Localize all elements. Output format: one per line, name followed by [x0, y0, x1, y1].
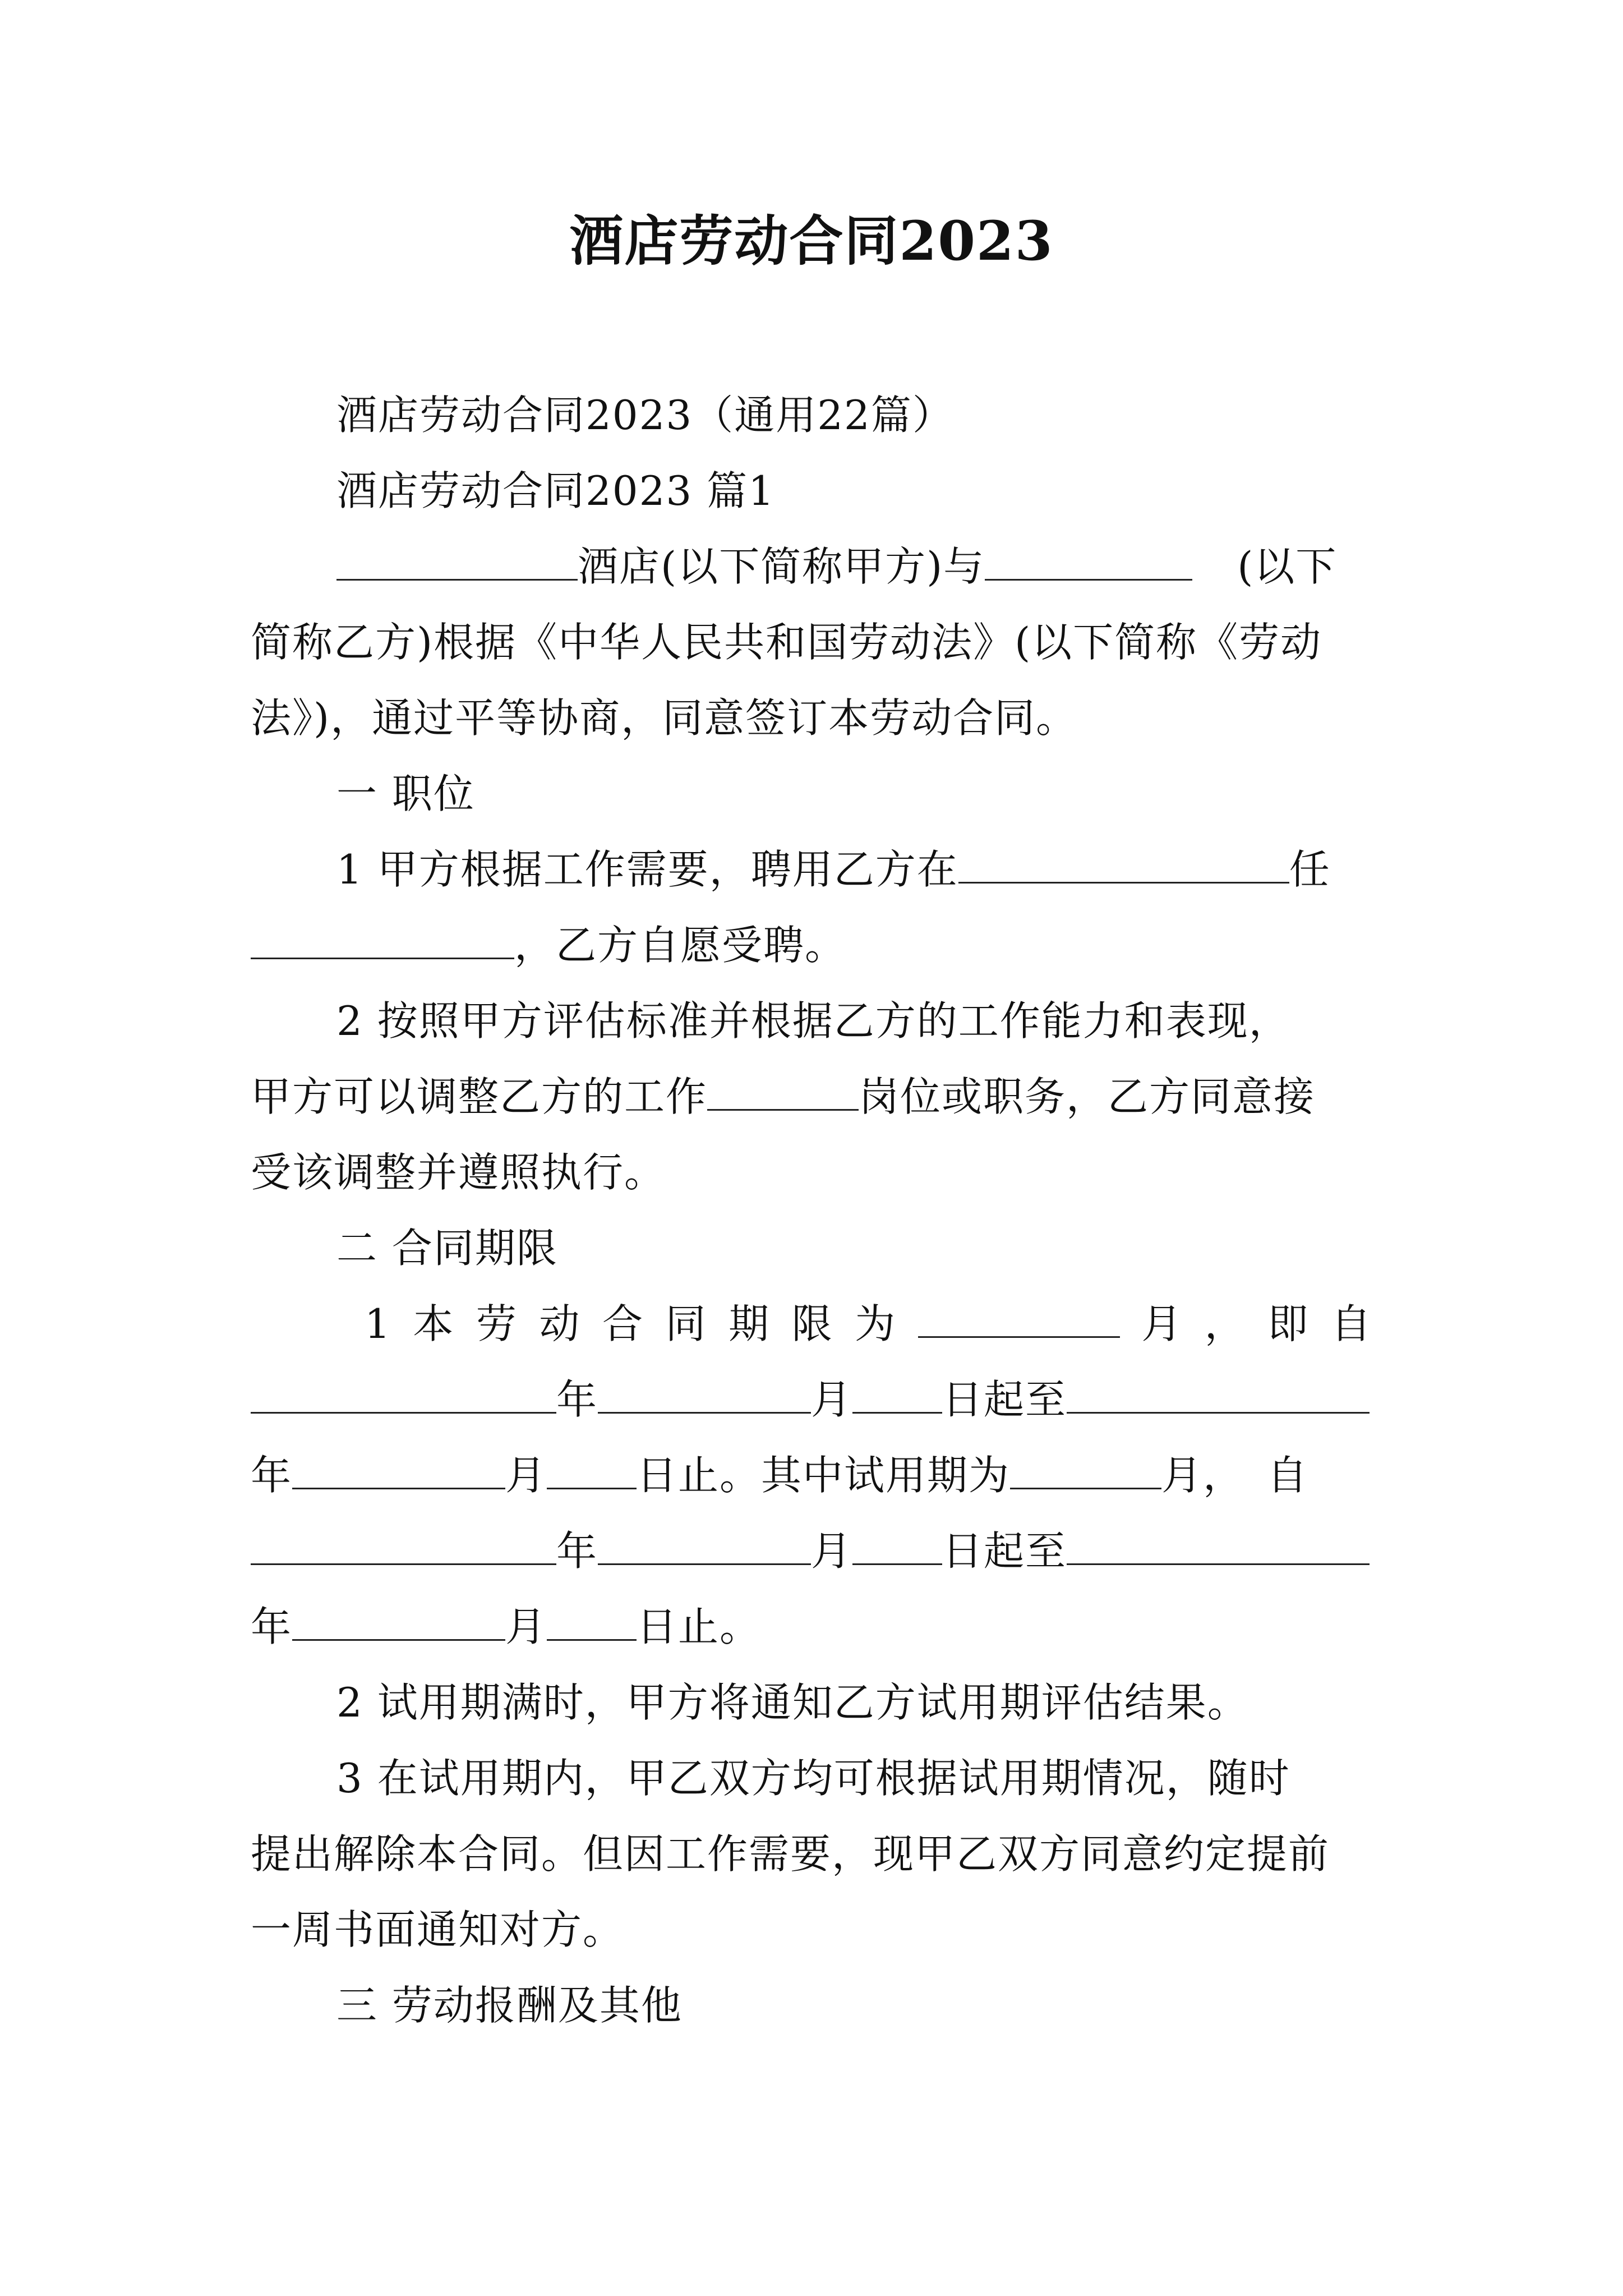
intro-line-1: 酒店(以下简称甲方)与 (以下 [336, 539, 1458, 595]
subtitle: 酒店劳动合同2023（通用22篇） [336, 392, 954, 439]
blank-start-month[interactable] [598, 1372, 811, 1414]
blank-trial-end-year-part[interactable] [1067, 1523, 1370, 1565]
blank-position[interactable] [251, 917, 514, 959]
sec2-p1-line-3: 年 月 日止。其中试用期为 月， 自 [251, 1447, 1372, 1503]
blank-end-year-part[interactable] [1067, 1372, 1370, 1414]
sec1-p2-line-2: 甲方可以调整乙方的工作 岗位或职务，乙方同意接 [251, 1069, 1372, 1125]
blank-trial-start-month[interactable] [598, 1523, 811, 1565]
sec2-p2: 2 试用期满时，甲方将通知乙方试用期评估结果。 [336, 1679, 1249, 1726]
blank-department[interactable] [958, 841, 1289, 884]
sec2-p1-line-2: 年 月 日起至 [251, 1372, 1372, 1428]
blank-end-day[interactable] [547, 1447, 637, 1489]
sec1-p1-line-1: 1 甲方根据工作需要，聘用乙方在 任 [336, 841, 1458, 898]
sec2-p1-line-4: 年 月 日起至 [251, 1523, 1372, 1579]
blank-trial-end-day[interactable] [547, 1599, 637, 1641]
blank-trial-start-day[interactable] [852, 1523, 942, 1565]
section-2-heading: 二 合同期限 [336, 1225, 558, 1272]
sec2-p1-line-1: 1 本 劳 动 合 同 期 限 为 月 ， 即 自 [365, 1296, 1372, 1352]
sec2-p3-line-2: 提出解除本合同。但因工作需要，现甲乙双方同意约定提前 [251, 1830, 1330, 1878]
blank-hotel-name[interactable] [336, 539, 578, 581]
document-title: 酒店劳动合同2023 [569, 209, 1054, 273]
section-3-heading: 三 劳动报酬及其他 [336, 1982, 683, 2029]
blank-employee-name[interactable] [985, 539, 1192, 581]
blank-start-year[interactable] [251, 1372, 556, 1414]
sec1-p2-line-1: 2 按照甲方评估标准并根据乙方的工作能力和表现， [336, 997, 1290, 1045]
sec2-p3-line-1: 3 在试用期内，甲乙双方均可根据试用期情况，随时 [336, 1755, 1290, 1802]
blank-job[interactable] [707, 1069, 859, 1111]
blank-trial-months[interactable] [1010, 1447, 1161, 1489]
section-1-heading: 一 职位 [336, 770, 475, 817]
blank-contract-months[interactable] [918, 1296, 1120, 1338]
sec1-p1-line-2: ，乙方自愿受聘。 [251, 917, 1372, 973]
sec2-p1-line-5: 年 月 日止。 [251, 1599, 1372, 1655]
blank-trial-start-year[interactable] [251, 1523, 556, 1565]
intro-line-3: 法》)，通过平等协商，同意签订本劳动合同。 [251, 694, 1078, 742]
blank-end-month[interactable] [292, 1447, 505, 1489]
part-heading: 酒店劳动合同2023 篇1 [336, 467, 775, 514]
blank-start-day[interactable] [852, 1372, 942, 1414]
intro-line-2: 简称乙方)根据《中华人民共和国劳动法》(以下简称《劳动 [251, 619, 1322, 666]
sec1-p2-line-3: 受该调整并遵照执行。 [251, 1149, 666, 1196]
blank-trial-end-month[interactable] [292, 1599, 505, 1641]
sec2-p3-line-3: 一周书面通知对方。 [251, 1906, 625, 1953]
